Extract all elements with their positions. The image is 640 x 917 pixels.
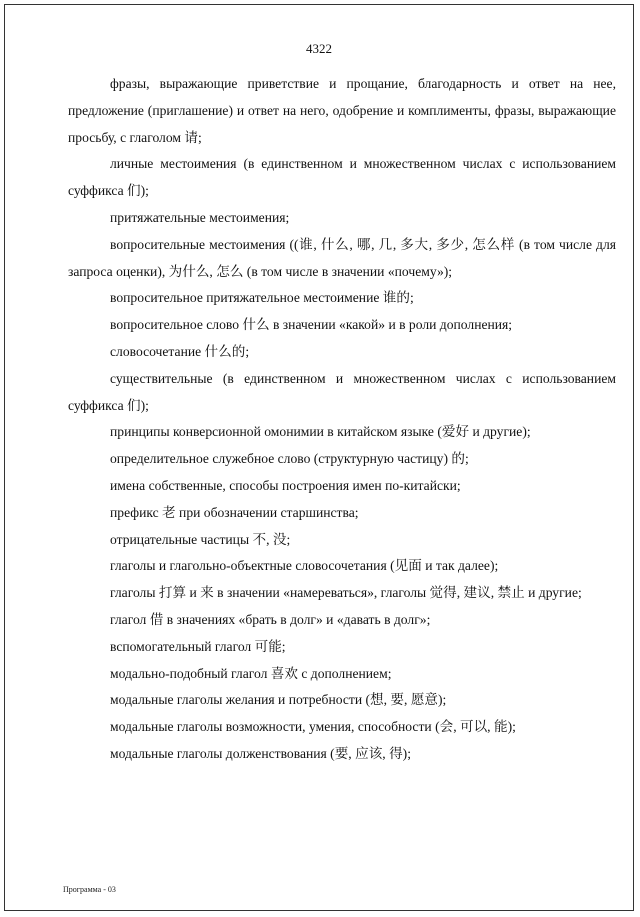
page-footer: Программа - 03: [63, 885, 116, 894]
paragraph: вопросительное притяжательное местоимение 谁的;: [110, 290, 414, 306]
paragraph: притяжательные местоимения;: [110, 209, 290, 225]
paragraph: префикс 老 при обозначении старшинства;: [110, 504, 359, 520]
paragraph: определительное служебное слово (структурную частицу) 的;: [110, 451, 469, 467]
paragraph: вспомогательный глагол 可能;: [110, 638, 286, 654]
paragraph: личные местоимения (в единственном и множественном числах с использованием суффикса 们);: [68, 156, 616, 199]
paragraph: имена собственные, способы построения имен по-китайски;: [110, 477, 461, 493]
paragraph: существительные (в единственном и множественном числах с использованием суффикса 们);: [68, 370, 616, 413]
paragraph: вопросительные местоимения ((谁, 什么, 哪, 几, 多大, 多少, 怎么样 (в том числе для запроса оценки), 为什么, 怎么 (в том числе в значении «почему»);: [68, 236, 616, 279]
paragraph: модально-подобный глагол 喜欢 с дополнением;: [110, 665, 392, 681]
paragraph: глаголы и глагольно-объектные словосочетания (见面 и так далее);: [110, 558, 499, 574]
document-page: [4, 4, 634, 911]
document-body: [68, 71, 616, 768]
paragraph: словосочетание 什么的;: [110, 343, 250, 359]
page-number: 4322: [306, 41, 332, 56]
paragraph: глаголы 打算 и 来 в значении «намереваться», глаголы 觉得, 建议, 禁止 и другие;: [110, 585, 582, 601]
paragraph: глагол 借 в значениях «брать в долг» и «давать в долг»;: [110, 611, 431, 627]
paragraph: фразы, выражающие приветствие и прощание, благодарность и ответ на нее, предложение (приглашение) и ответ на него, одобрение и комплименты, фразы, выражающие просьбу, с глаголом 请;: [68, 76, 616, 145]
paragraph: вопросительное слово 什么 в значении «какой» и в роли дополнения;: [110, 317, 513, 333]
paragraph: модальные глаголы возможности, умения, способности (会, 可以, 能);: [110, 719, 516, 735]
paragraph: отрицательные частицы 不, 没;: [110, 531, 291, 547]
paragraph: принципы конверсионной омонимии в китайском языке (爱好 и другие);: [110, 424, 531, 440]
paragraph: модальные глаголы желания и потребности (想, 要, 愿意);: [110, 692, 447, 708]
paragraph: модальные глаголы долженствования (要, 应该, 得);: [110, 745, 411, 761]
